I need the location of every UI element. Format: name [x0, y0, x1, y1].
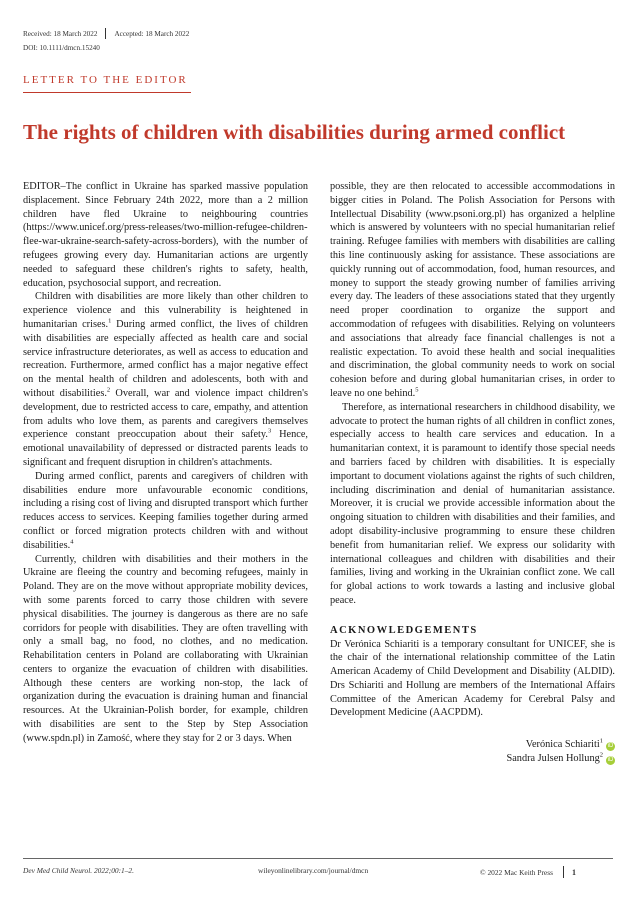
- left-column: [23, 180, 308, 746]
- journal-url[interactable]: wileyonlinelibrary.com/journal/dmcn: [258, 866, 369, 875]
- citation-ref[interactable]: 1: [108, 317, 112, 325]
- section-rule: [23, 92, 191, 93]
- footer-right: [480, 866, 576, 878]
- orcid-icon[interactable]: iD: [607, 757, 614, 764]
- acknowledgements-heading: ACKNOWLEDGEMENTS: [330, 624, 478, 636]
- paragraph-relocation: possible, they are then relocated to accessible accommodations in bigger cities in Poland. The Polish Association for Persons with Intellectual Disability (www.psoni.org.pl) has organized a helpline which is answered by volunteers with no special humanitarian relief training. Refugee families with members with disabilities are calling this line continuously asking for assistance. These associations are quickly running out of accommodation, food, human resources, and money to support the steady growing number of families arriving every day. The leaders of these associations stated that they urgently need proper coordination to organize the support and accommodation of refugees with disabilities. Relying on volunteers and associations that already face financial challenges is not a realistic expectation. To avoid these health and social inequalities and discrimination, the global community needs to work on social cohesion before and during global humanitarian crises, in order to leave no one behind.$^5$: [330, 181, 615, 399]
- citation-ref[interactable]: 3: [267, 427, 272, 435]
- accepted-date: Accepted: 18 March 2022: [114, 29, 190, 38]
- citation-ref[interactable]: 4: [70, 538, 74, 546]
- journal-citation: Dev Med Child Neurol. 2022;00:1–2.: [23, 866, 134, 875]
- article-dates: [23, 28, 189, 39]
- author-2: Sandra Julsen Hollung$^2$iD: [506, 751, 614, 765]
- acknowledgements-text: Dr Verónica Schiariti is a temporary consultant for UNICEF, she is the chair of the international relationship committee of the Latin American Academy of Child Development and Disability (ALDID). Drs Schiariti and Hollung are members of the International Affairs Committee of the American Academy for Cerebral Palsy and Development Medicine (AACPDM).: [330, 638, 615, 719]
- citation-ref[interactable]: 2: [106, 386, 111, 394]
- right-column: [330, 180, 615, 766]
- footer-rule: [23, 858, 613, 859]
- section-label: LETTER TO THE EDITOR: [23, 74, 188, 86]
- paragraph-vulnerability: Children with disabilities are more likely than other children to experience violence and this vulnerability is heightened in humanitarian crises.$^1$ During armed conflict, the lives of children with disabilities are especially affected as health care and social service infrastructure deteriorates, as well as access to education and recreation. Furthermore, armed conflict has a major negative effect on the mental health of children and adolescents, both with and without disabilities.$^2$ Overall, war and violence impact children's development, due to restricted access to care, empathy, and attention from adults who love them, as parents and caregivers themselves experience constant preoccupation about their safety.$^3$ Hence, emotional unavailability of depressed or distracted parents leads to significant and frequent disruption in children's attachments.: [23, 291, 308, 468]
- doi-label[interactable]: DOI: 10.1111/dmcn.15240: [23, 44, 100, 52]
- paragraph-intro: EDITOR–The conflict in Ukraine has sparked massive population displacement. Since February 24th 2022, more than a 2 million children have fled Ukraine to neighbouring countries (https://www.unicef.org/press-releases/two-million-refugee-children-flee-war-ukraine-search-safety-across-borders), with the number of refugees growing every day. Humanitarian actions are urgently needed to safeguard these children's rights to safety, health, education, psychosocial support, and recreation.: [23, 181, 308, 289]
- paragraph-economics: During armed conflict, parents and caregivers of children with disabilities endure more unfavourable economic conditions, including a rising cost of living and disrupted transport which further reduces access to services. Keeping families together during armed conflict or forced migration protects children with and without disabilities.$^4$: [23, 470, 308, 551]
- author-list: [330, 738, 615, 766]
- article-title: The rights of children with disabilities during armed conflict: [23, 120, 566, 144]
- date-divider: [105, 28, 106, 39]
- paragraph-advocacy: Therefore, as international researchers in childhood disability, we advocate to protect the human rights of all children in conflict zones, especially access to health care services and education. In a humanitarian context, it is paramount to identify those special needs and barriers faced by children with disabilities. It is especially important to document violations against the rights of such children, including discrimination and denial of humanitarian assistance. Moreover, it is crucial we provide accessible information about the ongoing situation to children with disabilities and their families, and adopt disability-inclusive programming to ensure these children benefit from humanitarian relief. We express our solidarity with international colleagues and children with disabilities and their families, living and working in the Ukrainian conflict zone. We call for global actions to work towards a lasting and inclusive global peace.: [330, 401, 615, 606]
- copyright: © 2022 Mac Keith Press: [480, 867, 553, 877]
- footer-divider: [563, 866, 564, 878]
- citation-ref[interactable]: 5: [415, 386, 419, 394]
- orcid-icon[interactable]: iD: [607, 743, 614, 750]
- paragraph-refugees: Currently, children with disabilities and their mothers in the Ukraine are fleeing the country and becoming refugees, mainly in Poland. They are on the move without appropriate mobility devices, with some parents forced to carry those children with severe physical disabilities. The journey is dangerous as there are no safe corridors for people with disabilities. They are often travelling with only a small bag, no food, no clothes, and no medication. Rehabilitation centers in Poland are collaborating with Ukrainian centers to organize the evacuation of children with disabilities. Although these centers are working non-stop, the lack of organization during the evacuation is draining human and financial resources. At the Ukrainian-Polish border, for example, children with disabilities are sent to the Step by Step Association (www.spdn.pl) in Zamość, where they stay for 2 or 3 days. When: [23, 553, 308, 744]
- received-date: Received: 18 March 2022: [23, 29, 98, 38]
- page-number: 1: [571, 867, 576, 877]
- author-1: Verónica Schiariti$^1$iD: [525, 737, 614, 751]
